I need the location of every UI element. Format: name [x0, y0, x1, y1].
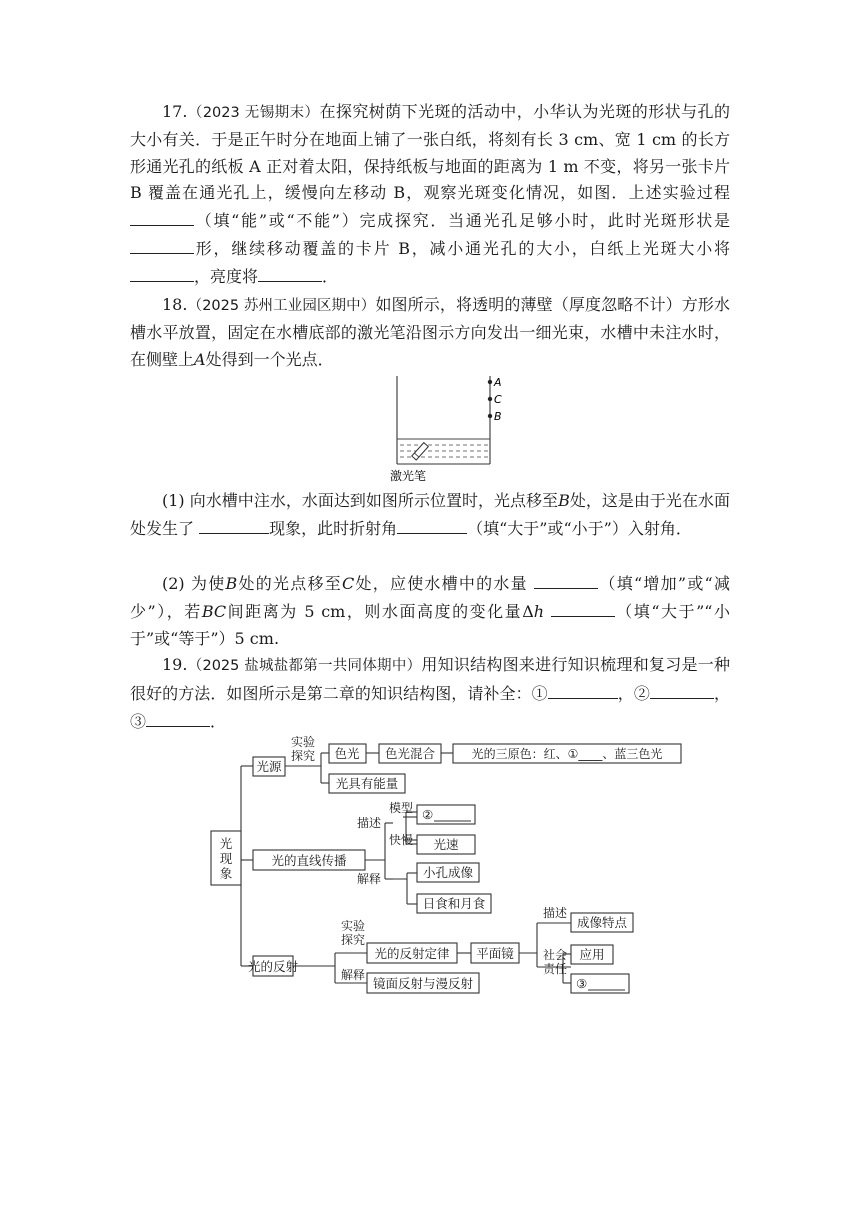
- label-c: C: [494, 393, 502, 406]
- q17-blank-4[interactable]: [258, 263, 322, 282]
- q17-text-3: 形，继续移动覆盖的卡片 B，减小通光孔的大小，白纸上光斑大小将: [194, 238, 730, 258]
- q18-p1-text-1: (1) 向水槽中注水，水面达到如图所示位置时，光点移至: [162, 491, 559, 510]
- node-color-mixing-label: 色光混合: [384, 746, 436, 761]
- label-experiment-inquiry: 实验探究: [291, 735, 316, 763]
- label-experiment-inquiry-2: 实验探究: [341, 919, 366, 947]
- label-describe: 描述: [357, 816, 382, 830]
- q18-point-a: A: [194, 349, 206, 369]
- q18-blank-2[interactable]: [397, 515, 467, 534]
- figure-caption: 激光笔: [390, 469, 427, 483]
- label-a: A: [494, 376, 502, 389]
- node-straight-propagation-label: 光的直线传播: [271, 853, 347, 868]
- q17-source: （2023 无锡期末）: [187, 105, 320, 121]
- q19-blank-3[interactable]: [146, 708, 210, 727]
- q17-blank-2[interactable]: [130, 235, 194, 254]
- q19-blank-2[interactable]: [650, 680, 714, 699]
- q17-blank-1[interactable]: [130, 207, 194, 226]
- node-blank-2-label: ②: [422, 807, 434, 822]
- q18-part-2: [130, 570, 730, 652]
- q19-source: （2025 盐城盐都第一共同体期中）: [187, 658, 422, 674]
- q17-text-1: 在探究树荫下光斑的活动中，小华认为光斑的形状与孔的大小有关．于是正午时分在地面上铺了一张白纸，将刻有长 3 cm、宽 1 cm 的长方形通光孔的纸板 A 正对着太阳，保持纸板与地面的距离为 1 m 不变，将另一张卡片 B 覆盖在通光孔上，缓慢向左移动 B，观察光斑变化情况，如图．上述实验过程: [130, 102, 730, 203]
- point-b-dot: [488, 414, 492, 418]
- q19-text-4: ，③: [130, 683, 730, 731]
- q18-p1-text-3: 现象，此时折射角: [269, 518, 398, 538]
- node-plane-mirror-label: 平面镜: [476, 946, 514, 961]
- node-light-speed-label: 光速: [433, 837, 459, 852]
- node-light-source-label: 光源: [256, 759, 282, 774]
- q19-number: 19.: [162, 655, 188, 674]
- node-colored-light-label: 色光: [334, 746, 360, 761]
- q17-text-4: ，亮度将: [194, 266, 259, 286]
- node-eclipse-label: 日食和月食: [422, 896, 486, 911]
- q18-blank-4[interactable]: [551, 598, 615, 617]
- question-19: [130, 652, 730, 735]
- q17-number: 17.: [162, 102, 188, 121]
- q17-blank-3[interactable]: [130, 263, 194, 282]
- label-explain: 解释: [357, 872, 382, 886]
- q19-text-3: ②: [633, 683, 650, 703]
- q18-blank-3[interactable]: [534, 570, 598, 589]
- point-a-dot: [488, 380, 492, 384]
- label-describe-2: 描述: [543, 906, 568, 920]
- node-image-features-label: 成像特点: [576, 915, 628, 930]
- label-b: B: [494, 410, 502, 423]
- q18-p2-text-1: (2) 为使: [162, 574, 226, 593]
- q19-text-2: ，: [617, 683, 634, 703]
- water-tank-figure: [380, 372, 500, 486]
- node-reflection-label: 光的反射: [247, 959, 299, 974]
- q18-p2-text-5: 间距离为 5 cm，则水面高度的变化量Δ: [226, 601, 534, 621]
- question-18: [130, 292, 730, 373]
- question-17: [130, 99, 730, 291]
- node-has-energy-label: 光具有能量: [335, 776, 399, 791]
- q18-p2-text-3: 处，应使水槽中的水量: [354, 574, 528, 593]
- label-model: 模型: [389, 801, 414, 815]
- q18-number: 18.: [162, 295, 188, 314]
- q18-p2-point-c: C: [341, 574, 355, 593]
- q18-text-1: 如图所示，将透明的薄壁（厚度忽略不计）方形水槽水平放置，固定在水槽底部的激光笔沿图示方向发出一细光束，水槽中未注水时，在侧壁上: [130, 295, 730, 369]
- q18-source: （2025 苏州工业园区期中）: [187, 298, 376, 314]
- q18-p1-point-b: B: [558, 491, 570, 510]
- node-reflection-law-label: 光的反射定律: [374, 946, 450, 961]
- node-application-label: 应用: [579, 947, 605, 962]
- q18-p2-text-2: 处的光点移至: [237, 574, 342, 593]
- q18-blank-1[interactable]: [199, 515, 269, 534]
- q19-blank-1[interactable]: [548, 680, 618, 699]
- q18-p1-text-2: 处，这是由于光在水面处发生了: [130, 491, 730, 538]
- q17-text-5: ．: [322, 266, 339, 286]
- node-specular-diffuse-label: 镜面反射与漫反射: [372, 976, 474, 991]
- node-pinhole-label: 小孔成像: [422, 865, 474, 880]
- q17-text-2: （填“能”或“不能”）完成探究．当通光孔足够小时，此时光斑形状是: [194, 211, 730, 231]
- label-social-responsibility: 社会责任: [543, 948, 568, 976]
- label-speed: 快慢: [389, 833, 414, 847]
- knowledge-structure-diagram: [205, 733, 685, 997]
- water-region: [397, 439, 490, 457]
- node-root-label: 光现象: [219, 836, 233, 881]
- q18-p2-var-h: h: [533, 601, 545, 621]
- q18-p2-point-b: B: [225, 574, 238, 593]
- q18-text-2: 处得到一个光点．: [205, 349, 334, 369]
- q18-p1-text-4: （填“大于”或“小于”）入射角．: [467, 518, 692, 538]
- node-blank-3-label: ③: [576, 976, 588, 991]
- q18-p2-seg-bc: BC: [201, 601, 227, 621]
- q18-p2-text-6: （填“大于”“小于”或“等于”）5 cm.: [130, 601, 730, 648]
- q19-text-1: 用知识结构图来进行知识梳理和复习是一种很好的方法．如图所示是第二章的知识结构图，请补全：①: [130, 655, 730, 703]
- q18-part-1: [130, 488, 730, 543]
- label-explain-2: 解释: [341, 968, 366, 982]
- q18-p2-text-4: （填“增加”或“减少”），若: [130, 574, 730, 621]
- point-c-dot: [488, 397, 492, 401]
- node-three-primary-label: 光的三原色：红、①____、蓝三色光: [471, 747, 663, 761]
- q19-text-5: ．: [210, 711, 227, 731]
